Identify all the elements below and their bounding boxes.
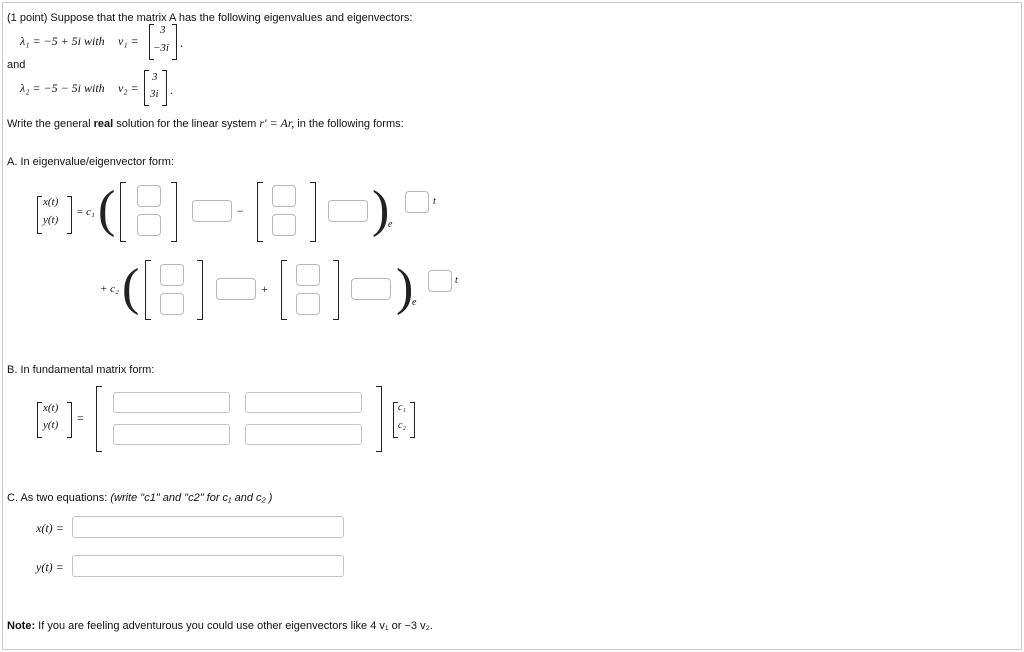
system-equation: r′ = Ar, (259, 116, 295, 130)
a-vec1-top-input[interactable] (137, 185, 161, 207)
part-b-label: B. In fundamental matrix form: (7, 364, 155, 376)
vecA2-left-bracket (257, 182, 263, 242)
c-right-bracket (410, 402, 415, 438)
xt-a: x(t) (43, 196, 59, 208)
a-exp1-input[interactable] (405, 191, 429, 213)
part-a-label: A. In eigenvalue/eigenvector form: (7, 156, 174, 168)
vecA1-right-bracket (171, 182, 177, 242)
minus-sign-a: − (237, 204, 244, 218)
yt-a: y(t) (43, 214, 59, 226)
a-vec3-top-input[interactable] (160, 264, 184, 286)
xy-left-bracket-a (37, 196, 42, 234)
fund-left-bracket (96, 386, 102, 452)
xy-left-bracket-b (37, 402, 42, 438)
xy-right-bracket-a (67, 196, 72, 234)
c1-b: c₁ (398, 402, 406, 413)
a-vec1-bottom-input[interactable] (137, 214, 161, 236)
v2-bottom: 3i (150, 88, 159, 100)
a-vec2-bottom-input[interactable] (272, 214, 296, 236)
a-exp2-input[interactable] (428, 270, 452, 292)
v1-right-bracket (172, 24, 177, 60)
instruction-suffix: in the following forms: (297, 118, 404, 130)
vecA2-right-bracket (310, 182, 316, 242)
v1-label: v₁ = (118, 34, 139, 48)
vecA3-right-bracket (197, 260, 203, 320)
b-11-input[interactable] (113, 392, 230, 413)
e-label-2: e (412, 297, 417, 308)
instruction-mid: solution for the linear system (116, 118, 257, 130)
plus-c2: + c₂ (100, 283, 119, 295)
c-y-input[interactable] (72, 555, 344, 577)
c-y-label: y(t) = (36, 560, 64, 574)
part-c-title: C. As two equations: (7, 492, 108, 504)
part-c-hint: (write "c1" and "c2" for c₁ and c₂ ) (110, 492, 273, 504)
note (7, 620, 433, 632)
vecA4-left-bracket (281, 260, 287, 320)
t-label-1: t (433, 196, 436, 207)
xy-right-bracket-b (67, 402, 72, 438)
v2-right-bracket (162, 70, 167, 106)
v2-period: . (170, 83, 173, 97)
c-x-input[interactable] (72, 516, 344, 538)
instruction-prefix: Write the general (7, 118, 91, 130)
b-22-input[interactable] (245, 424, 362, 445)
a-vec2-top-input[interactable] (272, 185, 296, 207)
t-label-2: t (455, 275, 458, 286)
b-21-input[interactable] (113, 424, 230, 445)
lambda1-label: λ₁ = −5 + 5i with (20, 34, 105, 48)
a-sin-arg-input[interactable] (328, 200, 368, 222)
fund-right-bracket (376, 386, 382, 452)
vecA1-left-bracket (120, 182, 126, 242)
v2-left-bracket (144, 70, 149, 106)
v2-label: v₂ = (118, 81, 139, 95)
a-cos-arg2-input[interactable] (216, 278, 256, 300)
vecA4-right-bracket (333, 260, 339, 320)
v1-top: 3 (160, 24, 166, 36)
v2-top: 3 (152, 71, 158, 83)
b-12-input[interactable] (245, 392, 362, 413)
plus-sign-a: + (261, 282, 268, 296)
a-vec4-top-input[interactable] (296, 264, 320, 286)
e-label-1: e (388, 219, 393, 230)
a-sin-arg2-input[interactable] (351, 278, 391, 300)
vecA3-left-bracket (145, 260, 151, 320)
a-vec3-bottom-input[interactable] (160, 293, 184, 315)
c2-b: c₂ (398, 420, 406, 431)
and-word: and (7, 59, 26, 71)
eq-c1: = c₁ (76, 206, 95, 218)
xt-b: x(t) (43, 402, 59, 414)
lambda2-label: λ₂ = −5 − 5i with (20, 81, 105, 95)
paren-close-2: ) (396, 259, 414, 316)
v1-period: . (180, 36, 183, 50)
c-x-label: x(t) = (36, 521, 64, 535)
note-bold: Note: (7, 620, 36, 632)
paren-open-1: ( (98, 181, 116, 238)
instruction-bold: real (93, 118, 114, 130)
problem-intro: (1 point) Suppose that the matrix A has the following eigenvalues and eigenvectors: (7, 12, 413, 24)
a-cos-arg-input[interactable] (192, 200, 232, 222)
v1-bottom: −3i (153, 42, 169, 54)
part-c-label (7, 492, 272, 504)
yt-b: y(t) (43, 419, 59, 431)
a-vec4-bottom-input[interactable] (296, 293, 320, 315)
eq-b: = (77, 411, 84, 425)
instruction (7, 116, 404, 131)
note-text: If you are feeling adventurous you could use other eigenvectors like 4 v₁ or −3 v₂. (38, 620, 433, 632)
paren-open-2: ( (122, 259, 140, 316)
paren-close-1: ) (372, 181, 390, 238)
